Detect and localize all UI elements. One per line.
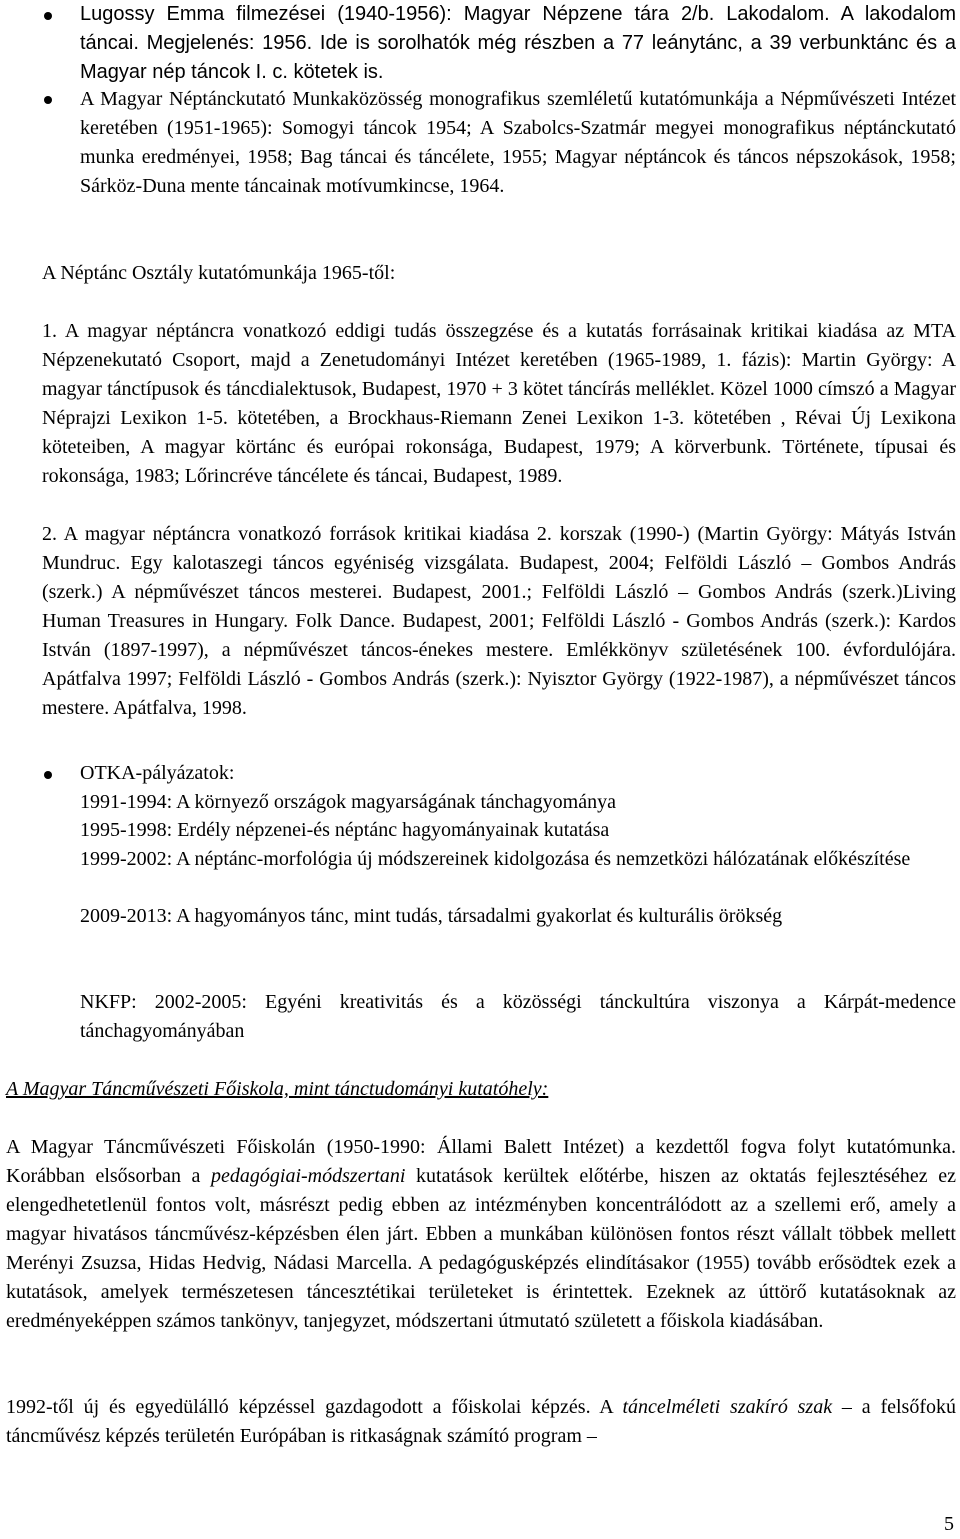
otka-entry: 1995-1998: Erdély népzenei-és néptánc hagyományainak kutatása xyxy=(80,819,610,841)
nkfp-entry: NKFP: 2002-2005: Egyéni kreativitás és a közösségi tánckultúra viszonya a Kárpát-medence tánchagyományában xyxy=(80,991,956,1042)
list-item-lugossy: Lugossy Emma filmezései (1940-1956): Magyar Népzene tára 2/b. Lakodalom. A lakodalom táncai. Megjelenés: 1956. Ide is sorolhatók még részben a 77 leánytánc, a 39 verbunktánc és a Magyar nép táncok I. c. kötetek is. xyxy=(80,3,956,83)
otka-entry: 2009-2013: A hagyományos tánc, mint tudás, társadalmi gyakorlat és kulturális örökség xyxy=(80,905,783,927)
list-item-munkakozosseg: A Magyar Néptánckutató Munkaközösség monografikus szemléletű kutatómunkája a Népművészeti Intézet keretében (1951-1965): Somogyi táncok 1954; A Szabolcs-Szatmár megyei monografikus néptánckutató munka eredményei, 1958; Bag táncai és táncélete, 1955; Magyar néptáncok és táncos népszokások, 1958; Sárköz-Duna mente táncainak motívumkincse, 1964. xyxy=(80,88,956,197)
bullet-icon xyxy=(44,96,52,104)
otka-heading: OTKA-pályázatok: xyxy=(80,762,235,784)
page-number: 5 xyxy=(944,1513,954,1535)
paragraph-foiskola: A Magyar Táncművészeti Főiskolán (1950-1990: Állami Balett Intézet) a kezdettől fogva folyt kutatómunka. Korábban elsősorban a pedagógiai-módszertani kutatások kerültek előtérbe, hiszen az oktatás fejlesztéséhez ez elengedhetetlenül fontos volt, másrészt pedig ebben az intézményben koncentrálódott az a szellemi erő, amely a magyar hivatásos táncművész-képzésben élen járt. Ebben a munkában különösen fontos részt vállalt többek mellett Merényi Zsuzsa, Hidas Hedvig, Nádasi Marcella. A pedagógusképzés elindításakor (1955) tovább erősödtek ezek a kutatások, amelyek természetesen táncesztétikai területeket is érintettek. Ezeknek az úttörő kutatásoknak az eredményeképpen számos tankönyv, tanjegyzet, módszertani útmutató született a főiskola kiadásában. xyxy=(6,1136,956,1332)
paragraph-1992: 1992-től új és egyedülálló képzéssel gazdagodott a főiskolai képzés. A táncelméleti szakíró szak – a felsőfokú táncművész képzés területén Európában is ritkaságnak számító program – xyxy=(6,1396,956,1447)
research-paragraph-2: 2. A magyar néptáncra vonatkozó források kritikai kiadása 2. korszak (1990-) (Martin György: Mátyás István Mundruc. Egy kalotaszegi táncos egyéniség vizsgálata. Budapest, 2004; Felföldi László – Gombos András (szerk.) A népművészet táncos mesterei. Budapest, 2001.; Felföldi László – Gombos András (szerk.)Living Human Treasures in Hungary. Folk Dance. Budapest, 2001; Felföldi László - Gombos András (szerk.): Kardos István (1897-1997), a népművészet táncos-énekes mestere. Emlékkönyv születésének 100. évfordulójára. Apátfalva 1997; Felföldi László - Gombos András (szerk.): Nyisztor György (1922-1987), a népművészet táncos mestere. Apátfalva, 1998. xyxy=(42,523,956,719)
otka-entry: 1991-1994: A környező országok magyarságának tánchagyománya xyxy=(80,791,616,813)
section-label: A Néptánc Osztály kutatómunkája 1965-től: xyxy=(42,262,396,284)
otka-entry: 1999-2002: A néptánc-morfológia új módszereinek kidolgozása és nemzetközi hálózatának előkészítése xyxy=(80,848,911,870)
bullet-icon xyxy=(44,12,52,20)
research-paragraph-1: 1. A magyar néptáncra vonatkozó eddigi tudás összegzése és a kutatás forrásainak kritikai kiadása az MTA Népzenekutató Csoport, majd a Zenetudományi Intézet keretében (1965-1989, 1. fázis): Martin György: A magyar tánctípusok és táncdialektusok, Budapest, 1970 + 3 kötet táncírás melléklet. Közel 1000 címszó a Magyar Néprajzi Lexikon 1-5. kötetében, a Brockhaus-Riemann Zenei Lexikon 1-3. kötetében , Révai Új Lexikona köteteiben, A magyar körtánc és európai rokonsága, Budapest, 1979; A körverbunk. Története, típusai és rokonsága, 1983; Lőrincréve táncélete és táncai, Budapest, 1989. xyxy=(42,320,956,487)
bullet-icon xyxy=(44,771,52,779)
section-heading: A Magyar Táncművészeti Főiskola, mint tánctudományi kutatóhely: xyxy=(6,1078,549,1100)
